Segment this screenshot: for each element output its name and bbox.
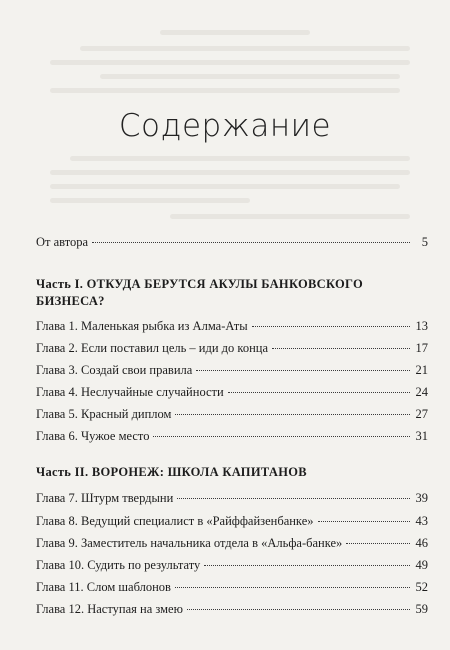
toc-page-number: 27	[415, 407, 428, 421]
part-heading-2: Часть II. ВОРОНЕЖ: ШКОЛА КАПИТАНОВ	[36, 465, 307, 479]
toc-page-number: 59	[415, 602, 428, 616]
toc-entry-label: Глава 5. Красный диплом	[36, 407, 172, 421]
dot-leader	[153, 436, 410, 437]
dot-leader	[196, 370, 410, 371]
toc-page-number: 31	[415, 429, 428, 443]
page-title: Содержание	[118, 108, 332, 144]
toc-entry-label: Глава 4. Неслучайные случайности	[36, 385, 224, 399]
toc-page-number: 24	[415, 385, 428, 399]
toc-entry-label: Глава 3. Создай свои правила	[36, 363, 193, 377]
toc-entry-label: Глава 11. Слом шаблонов	[36, 580, 171, 594]
toc-entry-label: Глава 8. Ведущий специалист в «Райффайзенбанке»	[36, 514, 314, 528]
toc-entry-label: Глава 7. Штурм твердыни	[36, 491, 174, 505]
toc-page-number: 39	[415, 491, 428, 505]
dot-leader	[175, 587, 410, 588]
toc-page-number: 49	[415, 558, 428, 572]
toc-page-number: 13	[415, 319, 428, 333]
toc-page-number: 5	[421, 235, 428, 249]
dot-leader	[92, 242, 410, 243]
toc-page-number: 43	[415, 514, 428, 528]
toc-entry-chapter[interactable]	[36, 340, 428, 356]
dot-leader	[252, 326, 410, 327]
toc-entry-label: Глава 6. Чужое место	[36, 429, 150, 443]
dot-leader	[346, 543, 410, 544]
dot-leader	[272, 348, 410, 349]
dot-leader	[175, 414, 410, 415]
toc-entry-chapter[interactable]	[36, 557, 428, 573]
dot-leader	[177, 498, 410, 499]
part-heading-1: Часть I. ОТКУДА БЕРУТСЯ АКУЛЫ БАНКОВСКОГО БИЗНЕСА?	[36, 277, 364, 308]
toc-page-number: 46	[415, 536, 428, 550]
toc-entry-chapter[interactable]	[36, 428, 428, 444]
toc-entry-chapter[interactable]	[36, 535, 428, 551]
toc-entry-intro[interactable]	[36, 234, 428, 250]
dot-leader	[187, 609, 410, 610]
toc-entry-chapter[interactable]	[36, 406, 428, 422]
dot-leader	[318, 521, 411, 522]
toc-entry-label: Глава 2. Если поставил цель – иди до конца	[36, 341, 269, 355]
toc-entry-chapter[interactable]	[36, 362, 428, 378]
toc-entry-chapter[interactable]	[36, 513, 428, 529]
toc-entry-label: Глава 12. Наступая на змею	[36, 602, 183, 616]
toc-entry-chapter[interactable]	[36, 579, 428, 595]
toc-entry-chapter[interactable]	[36, 601, 428, 617]
toc-page-number: 52	[415, 580, 428, 594]
toc-entry-label: Глава 1. Маленькая рыбка из Алма-Аты	[36, 319, 248, 333]
dot-leader	[204, 565, 410, 566]
toc-entry-chapter[interactable]	[36, 384, 428, 400]
toc-entry-label: Глава 9. Заместитель начальника отдела в «Альфа-банке»	[36, 536, 343, 550]
dot-leader	[228, 392, 410, 393]
toc-entry-chapter[interactable]	[36, 318, 428, 334]
toc-entry-label: От автора	[36, 235, 89, 249]
toc-page-number: 21	[415, 363, 428, 377]
toc-page-number: 17	[415, 341, 428, 355]
toc-entry-label: Глава 10. Судить по результату	[36, 558, 201, 572]
toc-entry-chapter[interactable]	[36, 490, 428, 506]
